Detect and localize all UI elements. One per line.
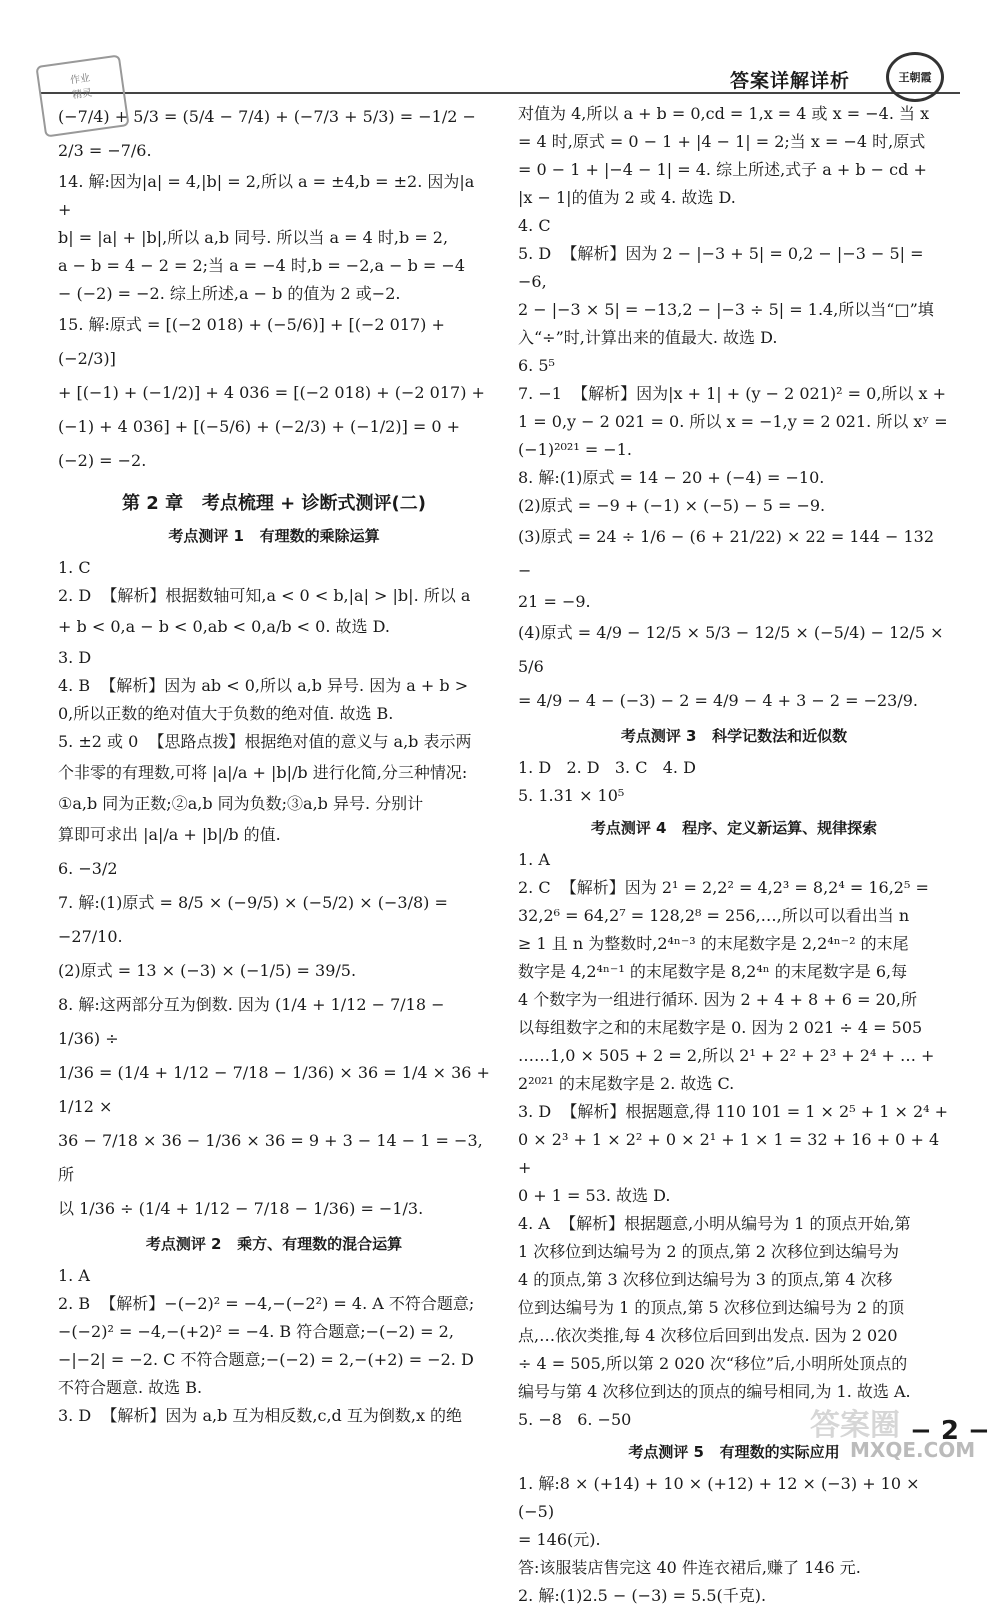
section-heading: 考点测评 2 乘方、有理数的混合运算 [145, 1235, 403, 1253]
answer-line: 14. 解:因为|a| = 4,|b| = 2,所以 a = ±4,b = ±2. 因为|a + [58, 172, 480, 219]
answer-line: 以 1/36 ÷ (1/4 + 1/12 − 7/18 − 1/36) = −1/3. [58, 1199, 424, 1218]
answer-line: 6. −3/2 [58, 859, 118, 878]
left-column [58, 100, 496, 1430]
answer-line: 0 × 2³ + 1 × 2² + 0 × 2¹ + 1 × 1 = 32 + 16 + 0 + 4 + [518, 1130, 945, 1177]
answer-line: + b < 0,a − b < 0,ab < 0,a/b < 0. 故选 D. [58, 617, 390, 636]
answer-line: 5. 1.31 × 10⁵ [518, 786, 625, 805]
answer-line: 0 + 1 = 53. 故选 D. [518, 1186, 671, 1205]
answer-line: (−7/4) + 5/3 = (5/4 − 7/4) + (−7/3 + 5/3) = −1/2 − [58, 107, 476, 126]
answer-line: 1. 解:8 × (+14) + 10 × (+12) + 12 × (−3) + 10 × (−5) [518, 1474, 925, 1521]
answer-line: ①a,b 同为正数;②a,b 同为负数;③a,b 异号. 分别计 [58, 794, 424, 813]
answer-line: 6. 5⁵ [518, 356, 555, 375]
page-number: − 2 − [910, 1416, 990, 1446]
right-column [518, 100, 950, 1610]
answer-line: 对值为 4,所以 a + b = 0,cd = 1,x = 4 或 x = −4. 当 x [518, 104, 930, 123]
answer-line: 7. −1 【解析】因为|x + 1| + (y − 2 021)² = 0,所以 x + [518, 384, 947, 403]
answer-line: (−2) = −2. [58, 451, 147, 470]
answer-line: 21 = −9. [518, 592, 591, 611]
answer-line: −(−2)² = −4,−(+2)² = −4. B 符合题意;−(−2) = 2, [58, 1322, 454, 1341]
answer-line: 1. A [518, 850, 550, 869]
answer-line: 3. D 【解析】因为 a,b 互为相反数,c,d 互为倒数,x 的绝 [58, 1406, 463, 1425]
answer-line: 位到达编号为 1 的顶点,第 5 次移位到达编号为 2 的顶 [518, 1298, 905, 1317]
brand-logo: 王朝霞 [886, 52, 944, 102]
answer-line: 2. 解:(1)2.5 − (−3) = 5.5(千克). [518, 1586, 767, 1605]
answer-line: 0,所以正数的绝对值大于负数的绝对值. 故选 B. [58, 704, 394, 723]
answer-line: 2. C 【解析】因为 2¹ = 2,2² = 4,2³ = 8,2⁴ = 16,2⁵ = [518, 878, 929, 897]
answer-line: 数字是 4,2⁴ⁿ⁻¹ 的末尾数字是 8,2⁴ⁿ 的末尾数字是 6,每 [518, 962, 908, 981]
answer-line: 编号与第 4 次移位到达的顶点的编号相同,为 1. 故选 A. [518, 1382, 911, 1401]
answer-line: 2. D 【解析】根据数轴可知,a < 0 < b,|a| > |b|. 所以 a [58, 586, 471, 605]
section-heading: 考点测评 1 有理数的乘除运算 [168, 527, 380, 545]
answer-line: b| = |a| + |b|,所以 a,b 同号. 所以当 a = 4 时,b = 2, [58, 228, 449, 247]
answer-line: 7. 解:(1)原式 = 8/5 × (−9/5) × (−5/2) × (−3/8) = −27/10. [58, 893, 453, 946]
answer-line: 4 的顶点,第 3 次移位到达编号为 3 的顶点,第 4 次移 [518, 1270, 893, 1289]
answer-line: 2 − |−3 × 5| = −13,2 − |−3 ÷ 5| = 1.4,所以当“□”填 [518, 300, 934, 319]
answer-line: (4)原式 = 4/9 − 12/5 × 5/3 − 12/5 × (−5/4) − 12/5 × 5/6 [518, 623, 949, 676]
answer-line: −|−2| = −2. C 不符合题意;−(−2) = 2,−(+2) = −2. D [58, 1350, 474, 1369]
answer-line: a − b = 4 − 2 = 2;当 a = −4 时,b = −2,a − b = −4 [58, 256, 466, 275]
answer-line: ÷ 4 = 505,所以第 2 020 次“移位”后,小明所处顶点的 [518, 1354, 908, 1373]
answer-line: = 146(元). [518, 1530, 601, 1549]
answer-line: 算即可求出 |a|/a + |b|/b 的值. [58, 825, 281, 844]
answer-line: 1. C [58, 558, 91, 577]
answer-line: 2. B 【解析】−(−2)² = −4,−(−2²) = 4. A 不符合题意; [58, 1294, 475, 1313]
answer-line: = 4/9 − 4 − (−3) − 2 = 4/9 − 4 + 3 − 2 = −23/9. [518, 691, 919, 710]
answer-line: 1/36 = (1/4 + 1/12 − 7/18 − 1/36) × 36 = 1/4 × 36 + 1/12 × [58, 1063, 496, 1116]
answer-line: + [(−1) + (−1/2)] + 4 036 = [(−2 018) + (−2 017) + [58, 383, 485, 402]
answer-line: 答:该服装店售完这 40 件连衣裙后,赚了 146 元. [518, 1558, 861, 1577]
answer-line: (−1) + 4 036] + [(−5/6) + (−2/3) + (−1/2)] = 0 + [58, 417, 461, 436]
answer-line: = 4 时,原式 = 0 − 1 + |4 − 1| = 2;当 x = −4 时,原式 [518, 132, 926, 151]
answer-line: 1. D 2. D 3. C 4. D [518, 758, 696, 777]
answer-line: 1 次移位到达编号为 2 的顶点,第 2 次移位到达编号为 [518, 1242, 900, 1261]
answer-line: 入“÷”时,计算出来的值最大. 故选 D. [518, 328, 778, 347]
answer-line: 2²⁰²¹ 的末尾数字是 2. 故选 C. [518, 1074, 735, 1093]
answer-line: 3. D [58, 648, 92, 667]
answer-line: (2)原式 = −9 + (−1) × (−5) − 5 = −9. [518, 496, 826, 515]
watermark-logo: 答案圈 [810, 1408, 900, 1443]
answer-line: 8. 解:这两部分互为倒数. 因为 (1/4 + 1/12 − 7/18 − 1/36) ÷ [58, 995, 450, 1048]
answer-line: 不符合题意. 故选 B. [58, 1378, 203, 1397]
answer-line: 15. 解:原式 = [(−2 018) + (−5/6)] + [(−2 017) + (−2/3)] [58, 315, 451, 368]
answer-line: 4. C [518, 216, 551, 235]
answer-line: (−1)²⁰²¹ = −1. [518, 440, 632, 459]
answer-line: 5. −8 6. −50 [518, 1410, 632, 1429]
header-title: 答案详解详析 [729, 70, 850, 92]
answer-line: − (−2) = −2. 综上所述,a − b 的值为 2 或−2. [58, 284, 401, 303]
answer-line: 以每组数字之和的末尾数字是 0. 因为 2 021 ÷ 4 = 505 [518, 1018, 923, 1037]
section-heading: 考点测评 3 科学记数法和近似数 [620, 727, 848, 745]
section-heading: 考点测评 4 程序、定义新运算、规律探索 [590, 819, 878, 837]
corner-stamp: 作业 精灵 [35, 54, 129, 137]
section-heading: 考点测评 5 有理数的实际应用 [628, 1443, 840, 1461]
answer-line: (2)原式 = 13 × (−3) × (−1/5) = 39/5. [58, 961, 357, 980]
answer-line: 3. D 【解析】根据题意,得 110 101 = 1 × 2⁵ + 1 × 2⁴ + [518, 1102, 949, 1121]
answer-line: 32,2⁶ = 64,2⁷ = 128,2⁸ = 256,…,所以可以看出当 n [518, 906, 910, 925]
answer-line: 36 − 7/18 × 36 − 1/36 × 36 = 9 + 3 − 14 − 1 = −3,所 [58, 1131, 483, 1184]
answer-line: ……1,0 × 505 + 2 = 2,所以 2¹ + 2² + 2³ + 2⁴ + … + [518, 1046, 935, 1065]
answer-line: 个非零的有理数,可将 |a|/a + |b|/b 进行化简,分三种情况: [58, 763, 468, 782]
answer-line: 8. 解:(1)原式 = 14 − 20 + (−4) = −10. [518, 468, 825, 487]
answer-line: 2/3 = −7/6. [58, 141, 152, 160]
answer-line: (3)原式 = 24 ÷ 1/6 − (6 + 21/22) × 22 = 144 − 132 − [518, 527, 940, 580]
answer-line: 5. ±2 或 0 【思路点拨】根据绝对值的意义与 a,b 表示两 [58, 732, 472, 751]
answer-line: |x − 1|的值为 2 或 4. 故选 D. [518, 188, 736, 207]
answer-line: ≥ 1 且 n 为整数时,2⁴ⁿ⁻³ 的末尾数字是 2,2⁴ⁿ⁻² 的末尾 [518, 934, 909, 953]
answer-line: 4. B 【解析】因为 ab < 0,所以 a,b 异号. 因为 a + b > [58, 676, 469, 695]
answer-line: 点,…依次类推,每 4 次移位后回到出发点. 因为 2 020 [518, 1326, 898, 1345]
answer-line: 4 个数字为一组进行循环. 因为 2 + 4 + 8 + 6 = 20,所 [518, 990, 918, 1009]
answer-line: 4. A 【解析】根据题意,小明从编号为 1 的顶点开始,第 [518, 1214, 911, 1233]
answer-line: = 0 − 1 + |−4 − 1| = 4. 综上所述,式子 a + b − cd + [518, 160, 927, 179]
chapter-heading: 第 2 章 考点梳理 + 诊断式测评(二) [122, 493, 426, 514]
watermark-site: MXQE.COM [850, 1438, 976, 1462]
answer-line: 5. D 【解析】因为 2 − |−3 + 5| = 0,2 − |−3 − 5| = −6, [518, 244, 929, 291]
answer-line: 1. A [58, 1266, 90, 1285]
answer-line: 1 = 0,y − 2 021 = 0. 所以 x = −1,y = 2 021. 所以 xʸ = [518, 412, 948, 431]
